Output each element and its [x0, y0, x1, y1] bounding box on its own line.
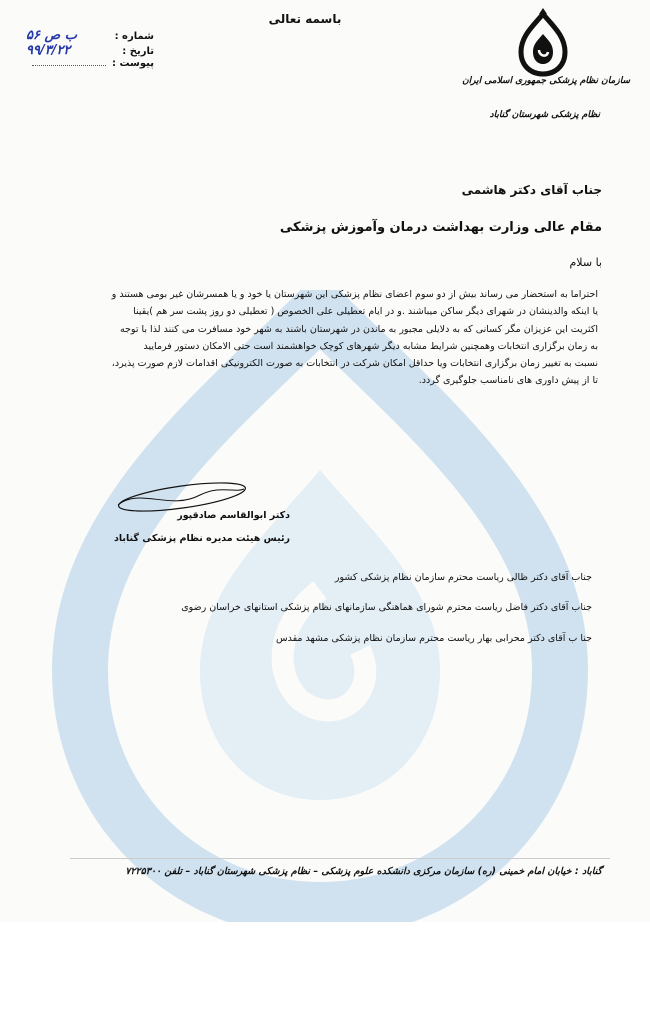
letter-number: ۵۶ ب ص — [26, 28, 77, 43]
cc-recipient: جناب آقای دکتر فاضل ریاست محترم شورای هماهنگی سازمانهای نظام پزشکی استانهای خراسان رضوی — [181, 602, 592, 613]
meta-date-label: تاریخ : — [122, 46, 154, 57]
org-name-local: نظام پزشکی شهرستان گناباد — [489, 110, 600, 120]
signer-title: رئیس هیئت مدیره نظام پزشکی گناباد — [113, 533, 290, 544]
letter-body — [78, 286, 598, 390]
cc-recipient: جنا ب آقای دکتر محرابی بهار ریاست محترم سازمان نظام پزشکی مشهد مقدس — [275, 633, 592, 644]
body-line: یا اینکه والدینشان در شهرای دیگر ساکن میباشند .و در ایام تعطیلی علی الخصوص ( تعطیلی دو روز پشت سر هم )یقینا — [133, 306, 598, 318]
addressee-name: جناب آقای دکتر هاشمی — [461, 183, 602, 197]
body-line: اکثریت این عزیزان مگر کسانی که به دلایلی مجبور به ماندن در شهرستان باشند به شهر خود مسافرت می کنند لذا با توجه — [119, 323, 598, 335]
body-line: احتراما به استحضار می رساند بیش از دو سوم اعضای نظام پزشکی این شهرستان یا خود و یا همسرشان غیر بومی هستند و — [111, 289, 598, 300]
bismillah-heading: باسمه تعالی — [268, 12, 342, 26]
greeting: با سلام — [569, 256, 602, 269]
meta-number-row — [24, 28, 154, 43]
body-line: به زمان برگزاری انتخابات وهمچنین شرایط مشابه دیگر شهرهای کوچک خواهشمند است حتی الامکان دستور فرمایید — [143, 340, 598, 352]
meta-date-row — [24, 43, 154, 58]
cc-recipient: جناب آقای دکتر ظالی ریاست محترم سازمان نظام پزشکی کشور — [334, 572, 592, 583]
addressee-title: مقام عالی وزارت بهداشت درمان وآموزش پزشکی — [279, 220, 602, 235]
letter-meta — [24, 28, 154, 73]
footer-address: گناباد : خیابان امام خمینی (ره) سازمان مرکزی دانشکده علوم پزشکی – نظام پزشکی شهرستان گناباد – تلفن ۷۲۲۵۳۰۰ — [125, 866, 602, 877]
medical-council-emblem-icon — [515, 8, 571, 78]
body-line: نسبت به تغییر زمان برگزاری انتخابات ویا حداقل امکان شرکت در انتخابات به صورت الکترونیکی اقدامات لازم صورت پذیرد، — [111, 358, 598, 370]
meta-attachment-row — [24, 58, 154, 73]
signer-name: دکتر ابوالقاسم صادقپور — [177, 510, 290, 521]
body-line: تا از پیش داوری های نامناسب جلوگیری گردد. — [418, 375, 598, 387]
meta-number-label: شماره : — [114, 31, 154, 42]
attachment-dots — [32, 65, 106, 66]
org-name-national: سازمان نظام پزشکی جمهوری اسلامی ایران — [462, 76, 630, 86]
letter-date: ۹۹/۳/۲۲ — [26, 43, 71, 58]
meta-attachment-label: پیوست : — [111, 58, 154, 69]
footer-divider — [70, 858, 610, 859]
